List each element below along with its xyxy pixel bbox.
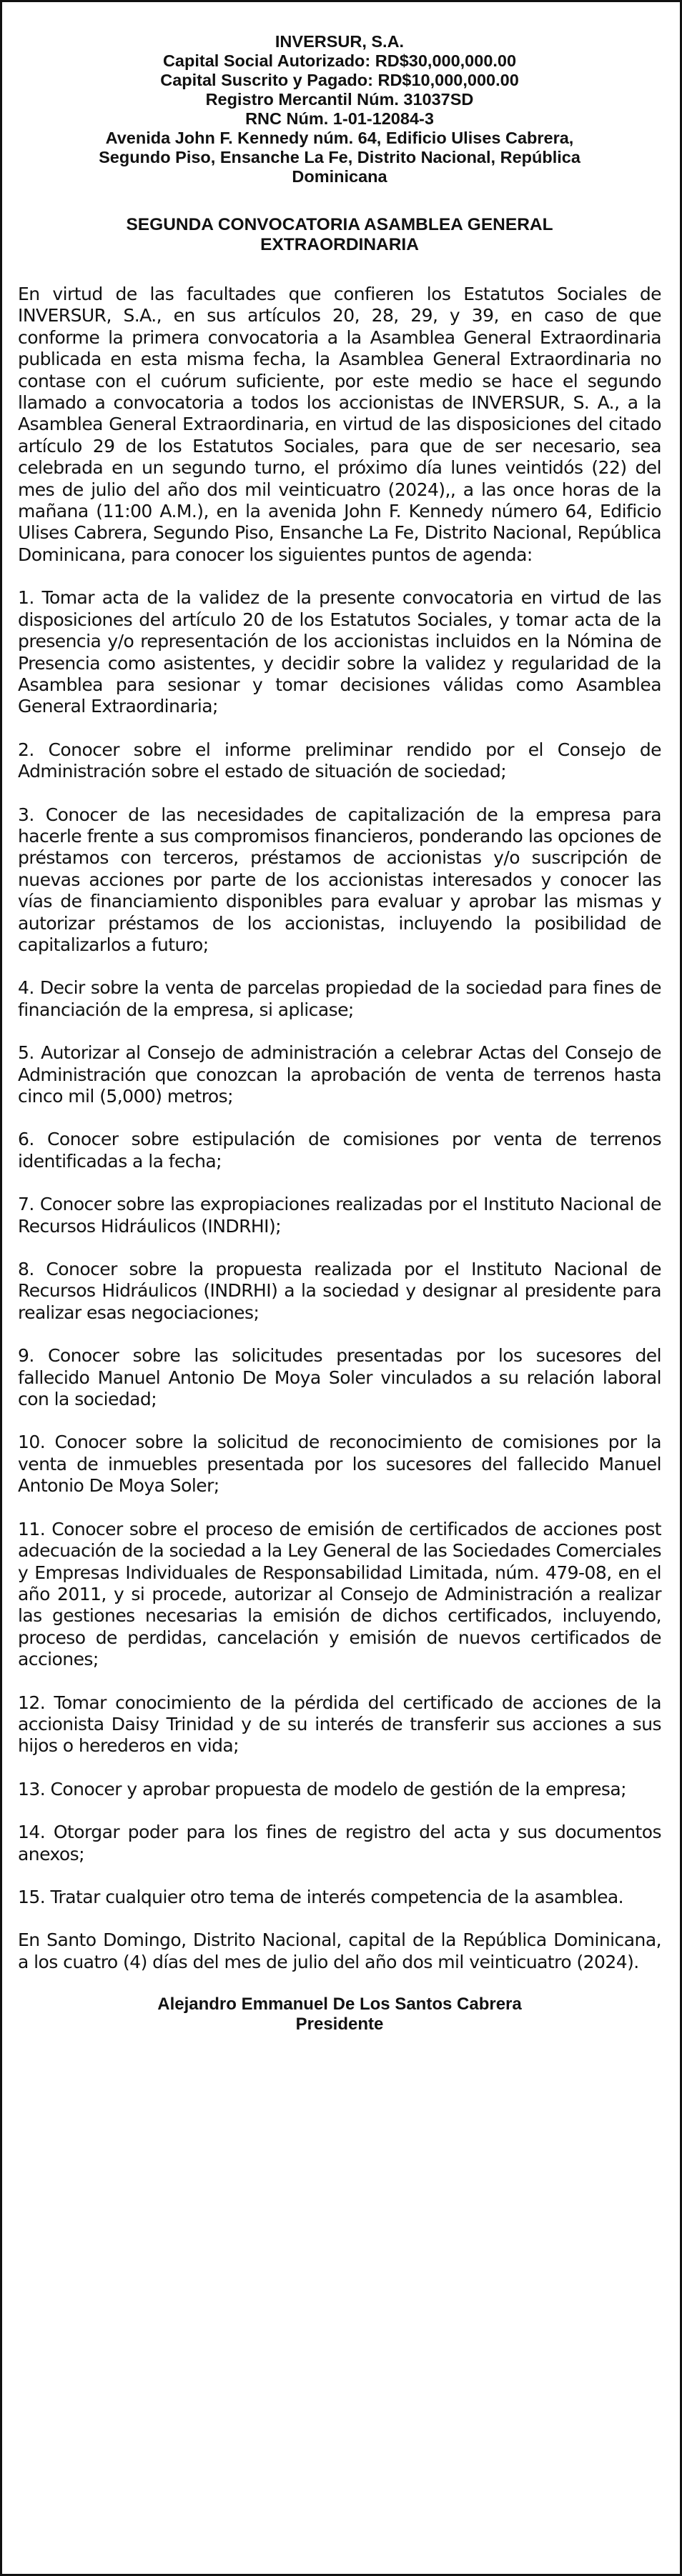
agenda-item-4: 4. Decir sobre la venta de parcelas propiedad de la sociedad para fines de financiación de la empresa, si aplicase; [18,977,661,1020]
agenda-item-14: 14. Otorgar poder para los fines de registro del acta y sus documentos anexos; [18,1822,661,1864]
notice-body [18,284,661,1973]
signature-block [18,1995,661,2035]
agenda-item-2: 2. Conocer sobre el informe preliminar rendido por el Consejo de Administración sobre el estado de situación de sociedad; [18,739,661,782]
agenda-item-6: 6. Conocer sobre estipulación de comisiones por venta de terrenos identificadas a la fecha; [18,1129,661,1172]
signatory-name: Alejandro Emmanuel De Los Santos Cabrera [157,1995,522,2015]
agenda-item-13: 13. Conocer y aprobar propuesta de modelo de gestión de la empresa; [18,1778,627,1799]
closing-paragraph: En Santo Domingo, Distrito Nacional, capital de la República Dominicana, a los cuatro (4) días del mes de julio del año dos mil veinticuatro (2024). [18,1929,661,1972]
notice-title: SEGUNDA CONVOCATORIA ASAMBLEA GENERAL EXTRAORDINARIA [126,215,553,254]
company-header [18,32,661,186]
address-line-2: Segundo Piso, Ensanche La Fe, Distrito Nacional, República [99,148,580,166]
agenda-item-5: 5. Autorizar al Consejo de administración a celebrar Actas del Consejo de Administración que conozcan la aprobación de venta de terrenos hasta cinco mil (5,000) metros; [18,1042,661,1107]
agenda-item-1: 1. Tomar acta de la validez de la presente convocatoria en virtud de las disposiciones del artículo 20 de los Estatutos Sociales, y tomar acta de la presencia y/o representación de los accionistas incluidos en la Nómina de Presencia como asistentes, y decidir sobre la validez y regularidad de la Asamblea para sesionar y tomar decisiones válidas como Asamblea General Extraordinaria; [18,587,661,717]
agenda-item-8: 8. Conocer sobre la propuesta realizada por el Instituto Nacional de Recursos Hidráulicos (INDRHI) a la sociedad y designar al presidente para realizar esas negociaciones; [18,1259,661,1323]
agenda-item-9: 9. Conocer sobre las solicitudes presentadas por los sucesores del fallecido Manuel Antonio De Moya Soler vinculados a su relación laboral con la sociedad; [18,1345,661,1410]
intro-paragraph: En virtud de las facultades que confieren los Estatutos Sociales de INVERSUR, S.A., en sus artículos 20, 28, 29, y 39, en caso de que conforme la primera convocatoria a la Asamblea General Extraordinaria publicada en esta misma fecha, la Asamblea General Extraordinaria no contase con el cuórum suficiente, por este medio se hace el segundo llamado a convocatoria a todos los accionistas de INVERSUR, S. A., a la Asamblea General Extraordinaria, en virtud de las disposiciones del citado artículo 29 de los Estatutos Sociales, para que de ser necesario, sea celebrada en un segundo turno, el próximo día lunes veintidós (22) del mes de julio del año dos mil veinticuatro (2024),, a las once horas de la mañana (11:00 A.M.), en la avenida John F. Kennedy número 64, Edificio Ulises Cabrera, Segundo Piso, Ensanche La Fe, Distrito Nacional, República Dominicana, para conocer los siguientes puntos de agenda: [18,284,661,565]
agenda-item-15: 15. Tratar cualquier otro tema de interés competencia de la asamblea. [18,1886,624,1907]
signatory-role: Presidente [295,2015,384,2035]
company-name: INVERSUR, S.A. [275,32,405,51]
address-line-1: Avenida John F. Kennedy núm. 64, Edificio Ulises Cabrera, [105,129,574,147]
address-line-3: Dominicana [292,167,387,186]
paid-capital: Capital Suscrito y Pagado: RD$10,000,000.00 [160,71,519,89]
agenda-item-10: 10. Conocer sobre la solicitud de reconocimiento de comisiones por la venta de inmuebles presentada por los sucesores del fallecido Manuel Antonio De Moya Soler; [18,1432,661,1497]
commercial-registry: Registro Mercantil Núm. 31037SD [205,90,474,109]
rnc-number: RNC Núm. 1-01-12084-3 [245,109,434,128]
agenda-item-7: 7. Conocer sobre las expropiaciones realizadas por el Instituto Nacional de Recursos Hidráulicos (INDRHI); [18,1194,661,1237]
authorized-capital: Capital Social Autorizado: RD$30,000,000.00 [162,51,517,70]
agenda-item-3: 3. Conocer de las necesidades de capitalización de la empresa para hacerle frente a sus compromisos financieros, ponderando las opciones de préstamos con terceros, préstamos de accionistas y/o suscripción de nuevas acciones por parte de los accionistas interesados y conocer las vías de financiamiento disponibles para evaluar y aprobar las mismas y autorizar préstamos de los accionistas, incluyendo la posibilidad de capitalizarlos a futuro; [18,804,661,955]
agenda-item-11: 11. Conocer sobre el proceso de emisión de certificados de acciones post adecuación de la sociedad a la Ley General de las Sociedades Comerciales y Empresas Individuales de Responsabilidad Limitada, núm. 479-08, en el año 2011, y si procede, autorizar al Consejo de Administración a realizar las gestiones necesarias la emisión de dichos certificados, incluyendo, proceso de perdidas, cancelación y emisión de nuevos certificados de acciones; [18,1518,661,1670]
agenda-item-12: 12. Tomar conocimiento de la pérdida del certificado de acciones de la accionista Daisy Trinidad y de su interés de transferir sus acciones a sus hijos o herederos en vida; [18,1692,661,1757]
